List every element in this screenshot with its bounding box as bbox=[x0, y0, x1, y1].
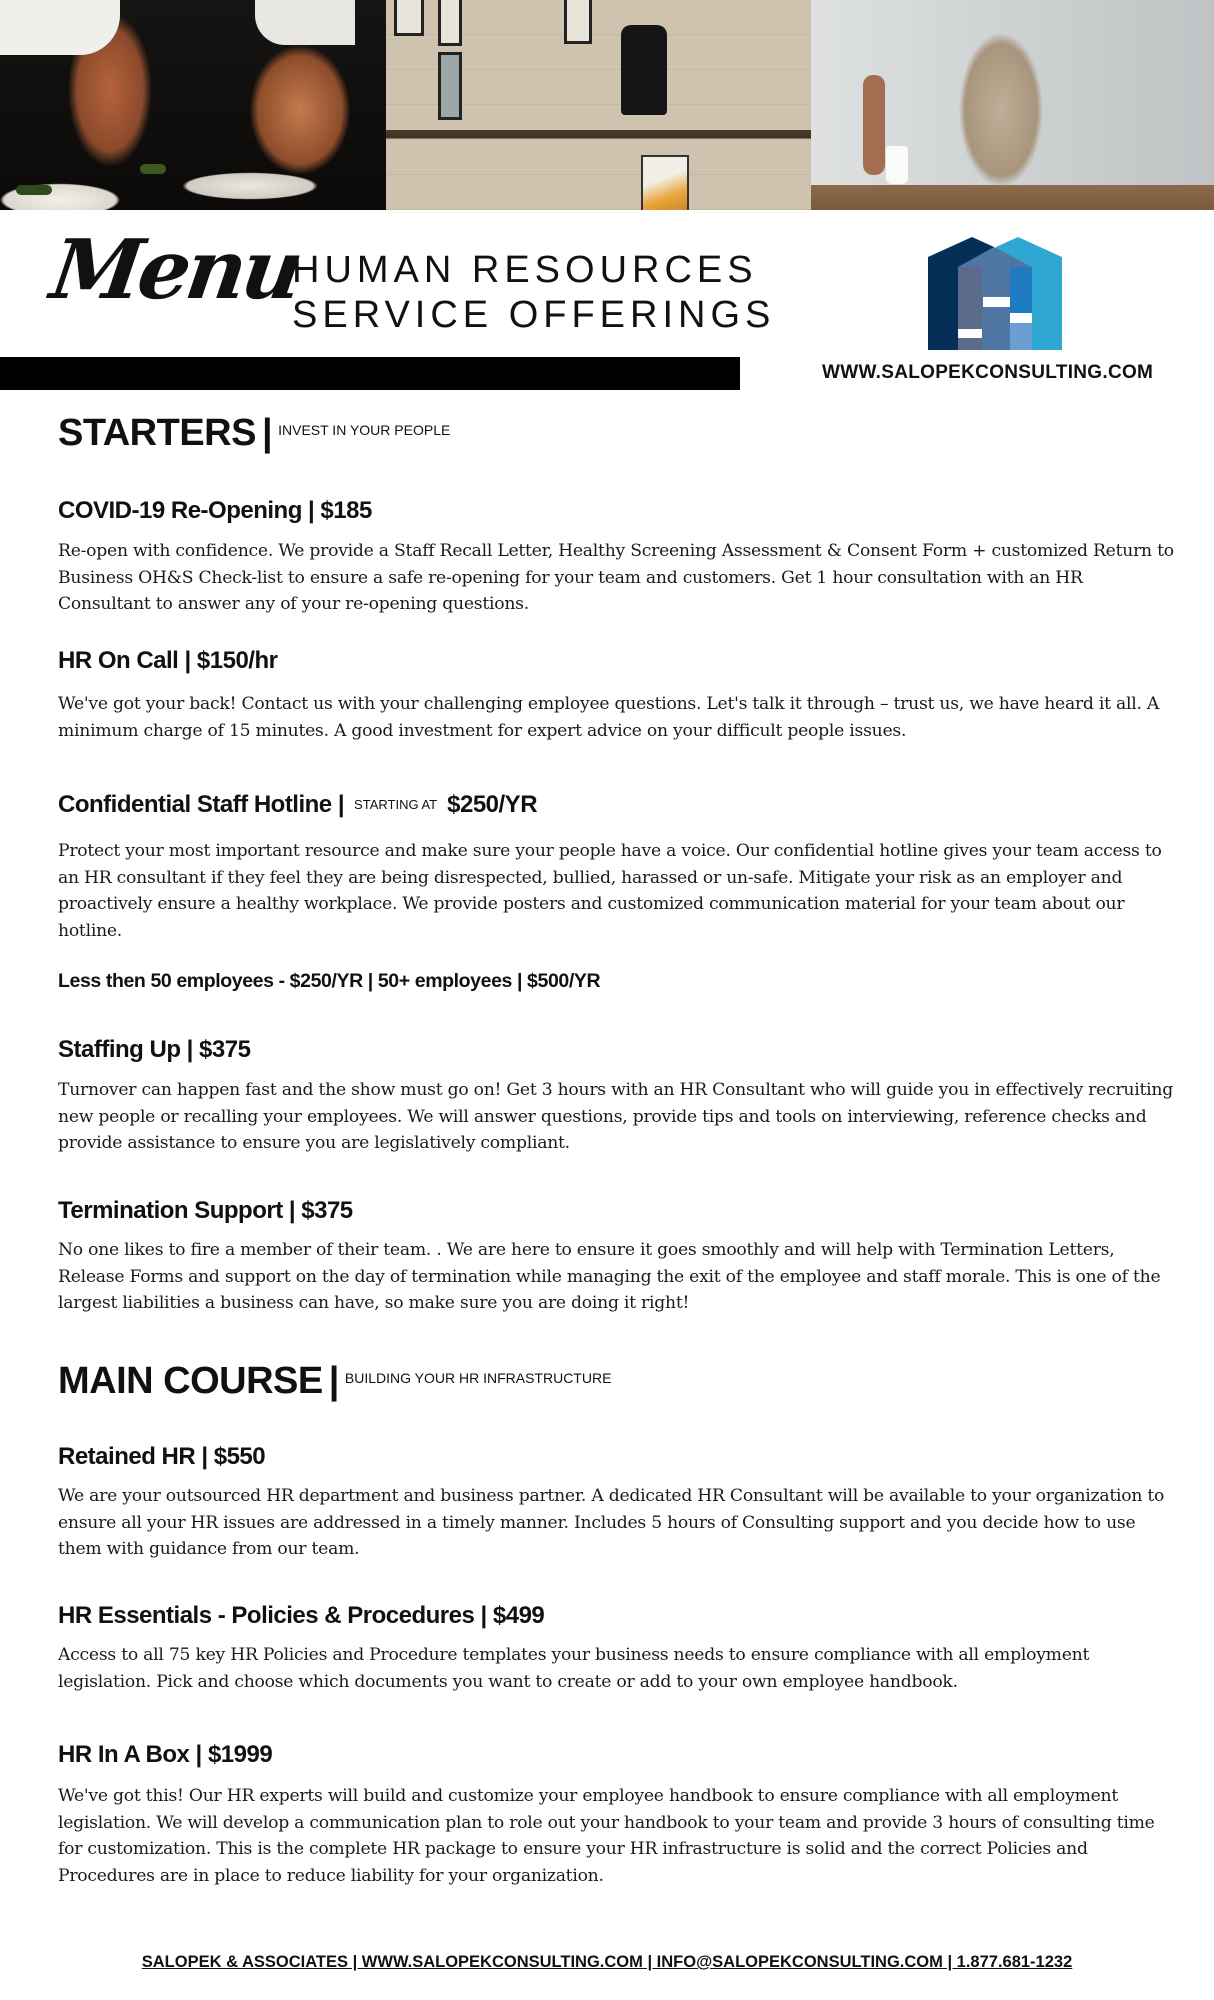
service-title: Staffing Up | $375 bbox=[58, 1036, 251, 1063]
photo-detail bbox=[255, 0, 355, 45]
service-description: We are your outsourced HR department and business partner. A dedicated HR Consultant will be available to your organization to ensure all your HR issues are addressed in a timely manner. Includes 5 hours of Consulting support and you decide how to use them with guidance from our team. bbox=[58, 1486, 1165, 1560]
section-subtitle: INVEST IN YOUR PEOPLE bbox=[278, 422, 451, 438]
photo-detail bbox=[16, 185, 52, 195]
service-description: Protect your most important resource and make sure your people have a voice. Our confidential hotline gives your team access to an HR consultant if they feel they are being disrespected, bullied, harassed or un-safe. Mitigate your risk as an employer and proactively ensure a healthy workplace. We provide posters and customized communication material for your team about our hotline. bbox=[58, 841, 1162, 941]
service-title bbox=[58, 791, 537, 819]
hero-photo-strip bbox=[0, 0, 1214, 210]
photo-detail bbox=[564, 0, 592, 44]
website-link[interactable]: WWW.SALOPEKCONSULTING.COM bbox=[822, 362, 1154, 383]
service-title: HR Essentials - Policies & Procedures | $499 bbox=[58, 1602, 545, 1629]
service-description: We've got your back! Contact us with your challenging employee questions. Let's talk it through – trust us, we have heard it all. A minimum charge of 15 minutes. A good investment for expert advice on your difficult people issues. bbox=[58, 694, 1160, 741]
footer-contact-line[interactable]: SALOPEK & ASSOCIATES | WWW.SALOPEKCONSULTING.COM | INFO@SALOPEKCONSULTING.COM | 1.877.681-1232 bbox=[141, 1953, 1073, 1971]
service-title: HR On Call | $150/hr bbox=[58, 647, 278, 674]
section-separator: | bbox=[328, 1360, 339, 1402]
photo-detail bbox=[140, 164, 166, 174]
photo-chef-plating bbox=[0, 0, 386, 210]
photo-barista-coffee bbox=[811, 0, 1214, 210]
logo-notch bbox=[983, 297, 1010, 307]
section-heading-starters bbox=[58, 412, 450, 455]
menu-script-heading: Menu bbox=[45, 222, 305, 318]
price-prefix: STARTING AT bbox=[354, 797, 438, 812]
service-title: Retained HR | $550 bbox=[58, 1443, 266, 1470]
section-title: MAIN COURSE bbox=[58, 1360, 323, 1402]
photo-detail bbox=[394, 0, 424, 36]
service-description: Turnover can happen fast and the show must go on! Get 3 hours with an HR Consultant who will guide you in effectively recruiting new people or recalling your employees. We will answer questions, provide tips and tools on interviewing, reference checks and provide assistance to ensure you are legislatively compliant. bbox=[58, 1080, 1173, 1154]
service-title: Termination Support | $375 bbox=[58, 1197, 353, 1224]
service-title: HR In A Box | $1999 bbox=[58, 1741, 273, 1768]
page-title-line-2: SERVICE OFFERINGS bbox=[292, 294, 776, 336]
logo-notch bbox=[958, 329, 982, 338]
service-description: No one likes to fire a member of their team. . We are here to ensure it goes smoothly and will help with Termination Letters, Release Forms and support on the day of termination while managing the exit of the employee and staff morale. This is one of the largest liabilities a business can have, so make sure you are doing it right! bbox=[58, 1240, 1161, 1314]
page-title-line-1: HUMAN RESOURCES bbox=[292, 249, 758, 291]
service-description: Re-open with confidence. We provide a Staff Recall Letter, Healthy Screening Assessment & Consent Form + customized Return to Business OH&S Check-list to ensure a safe re-opening for your team and customers. Get 1 hour consultation with an HR Consultant to answer any of your re-opening questions. bbox=[58, 541, 1174, 615]
photo-detail bbox=[438, 52, 462, 120]
photo-boutique-wall bbox=[386, 0, 811, 210]
service-price: $250/YR bbox=[447, 791, 538, 818]
header-divider-bar bbox=[0, 357, 740, 390]
photo-detail bbox=[438, 0, 462, 46]
photo-detail bbox=[641, 155, 689, 210]
salopek-logo-icon bbox=[928, 237, 1062, 350]
service-description: Access to all 75 key HR Policies and Procedure templates your business needs to ensure compliance with all employment legislation. Pick and choose which documents you want to create or add to your own employee handbook. bbox=[58, 1645, 1090, 1692]
photo-detail bbox=[0, 0, 120, 55]
section-separator: | bbox=[261, 412, 273, 454]
logo-notch bbox=[1010, 313, 1032, 323]
section-subtitle: BUILDING YOUR HR INFRASTRUCTURE bbox=[344, 1370, 612, 1386]
section-title: STARTERS bbox=[58, 412, 256, 454]
service-name: Confidential Staff Hotline | bbox=[58, 791, 345, 818]
photo-detail bbox=[863, 75, 885, 175]
service-description: We've got this! Our HR experts will build and customize your employee handbook to ensure compliance with all employment legislation. We will develop a communication plan to role out your handbook to your team and provide 3 hours of consulting time for customization. This is the complete HR package to ensure your HR infrastructure is solid and the correct Policies and Procedures are in place to reduce liability for your organization. bbox=[58, 1786, 1155, 1886]
logo-bar bbox=[1010, 267, 1032, 317]
service-title: COVID-19 Re-Opening | $185 bbox=[58, 497, 372, 524]
photo-detail bbox=[886, 146, 908, 184]
pricing-tiers: Less then 50 employees - $250/YR | 50+ employees | $500/YR bbox=[58, 970, 601, 992]
page-title bbox=[292, 248, 775, 338]
photo-detail bbox=[621, 25, 667, 115]
section-heading-main-course bbox=[58, 1360, 611, 1403]
